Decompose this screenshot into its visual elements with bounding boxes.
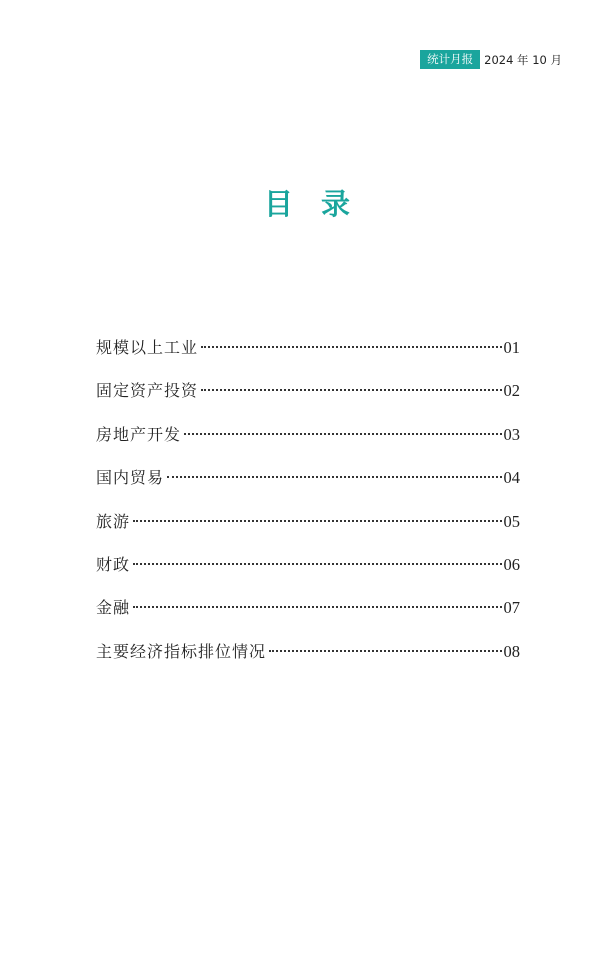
toc-entry-label: 财政 (96, 554, 131, 574)
toc-entry[interactable] (96, 594, 520, 637)
toc-leader-dots (184, 433, 501, 435)
toc-entry-label: 主要经济指标排位情况 (96, 641, 267, 661)
toc-leader-dots (133, 606, 501, 608)
toc-entry-label: 金融 (96, 598, 131, 618)
toc-entry[interactable] (96, 421, 520, 464)
toc-entry[interactable] (96, 551, 520, 594)
table-of-contents (96, 334, 520, 681)
toc-entry-page: 05 (503, 511, 520, 531)
toc-leader-dots (133, 563, 501, 565)
toc-entry-label: 固定资产投资 (96, 381, 199, 401)
toc-entry[interactable] (96, 334, 520, 377)
toc-entry-page: 06 (503, 554, 520, 574)
toc-leader-dots (133, 520, 501, 522)
report-badge: 统计月报 (420, 50, 480, 69)
toc-entry-page: 01 (503, 338, 520, 357)
toc-leader-dots (201, 389, 501, 391)
toc-leader-dots (269, 650, 501, 652)
toc-entry[interactable] (96, 638, 520, 681)
toc-entry-page: 02 (503, 381, 520, 401)
toc-entry-page: 08 (503, 641, 520, 661)
report-date: 2024 年 10 月 (484, 52, 562, 67)
report-header (420, 50, 562, 69)
toc-entry-label: 国内贸易 (96, 468, 165, 488)
toc-entry[interactable] (96, 377, 520, 420)
toc-entry-label: 房地产开发 (96, 424, 182, 444)
page-title: 目录 (263, 187, 378, 221)
toc-entry-page: 04 (503, 468, 520, 488)
toc-entry-page: 03 (503, 424, 520, 444)
toc-entry-label: 旅游 (96, 511, 131, 531)
toc-leader-dots (167, 476, 501, 478)
toc-entry[interactable] (96, 464, 520, 507)
toc-leader-dots (201, 346, 501, 348)
toc-entry-label: 规模以上工业 (96, 338, 199, 357)
toc-entry[interactable] (96, 508, 520, 551)
toc-entry-page: 07 (503, 598, 520, 618)
